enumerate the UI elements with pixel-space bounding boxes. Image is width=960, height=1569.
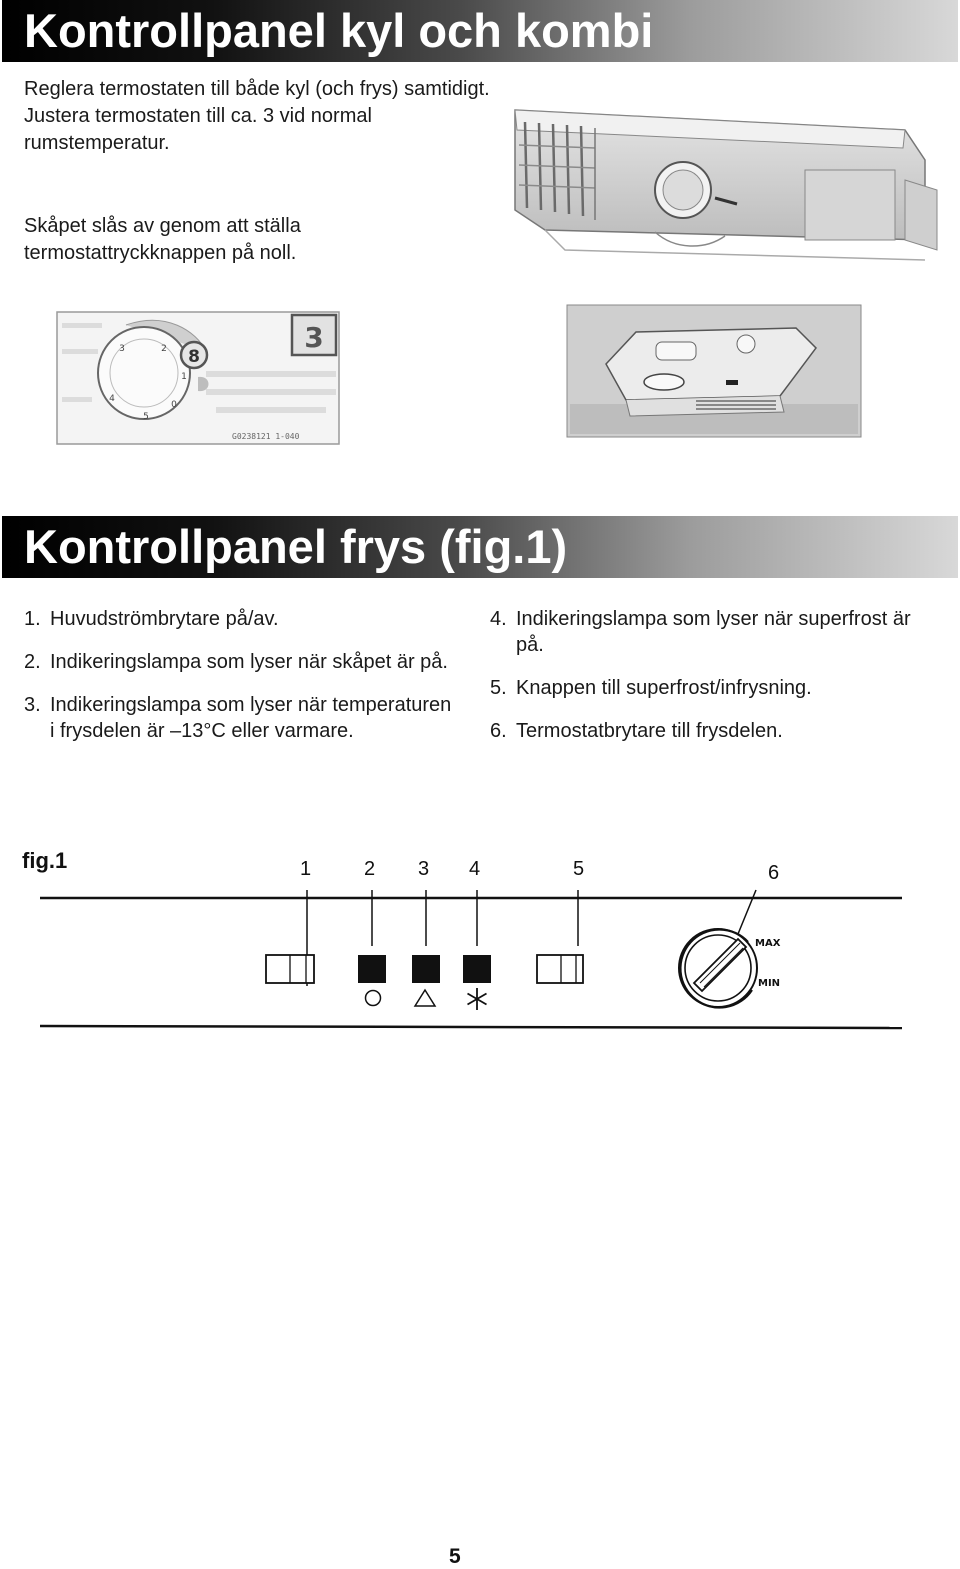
section-heading-freezer: Kontrollpanel frys (fig.1): [2, 516, 958, 578]
superfrost-indicator-lamp: [463, 955, 491, 983]
list-item-number: 1.: [24, 608, 41, 630]
panel-bottom-edge: [40, 1026, 902, 1028]
figure-label: fig.1: [22, 848, 68, 873]
callout-2: 2: [364, 858, 376, 880]
main-power-switch[interactable]: [266, 955, 314, 983]
circle-icon: [366, 991, 381, 1006]
power-indicator-lamp: [358, 955, 386, 983]
photo-code: G0238121 1-040: [232, 432, 300, 441]
dial-min-label: MIN: [758, 978, 781, 989]
freezer-control-panel-diagram: [0, 880, 960, 1050]
thermostat-dial-photo: [56, 311, 340, 445]
list-item-number: 4.: [490, 608, 507, 630]
list-item-text: Huvudströmbrytare på/av.: [50, 608, 279, 630]
list-item: [490, 675, 930, 701]
component-list-left: [24, 606, 454, 761]
list-item-text: Knappen till superfrost/infrysning.: [516, 677, 812, 699]
dial-max-label: MAX: [755, 938, 781, 949]
step-badge: 3: [304, 321, 324, 354]
list-item: [24, 606, 454, 632]
callout-5: 5: [573, 858, 585, 880]
list-item: [24, 649, 454, 675]
dial-button-label: 8: [188, 347, 200, 367]
dial-mark: 1: [181, 372, 187, 382]
component-list-right: [490, 606, 930, 761]
temperature-alarm-lamp: [412, 955, 440, 983]
list-item-text: Termostatbrytare till frysdelen.: [516, 720, 783, 742]
dial-mark: 4: [109, 394, 115, 404]
list-item-text: Indikeringslampa som lyser när skåpet är på.: [50, 651, 448, 673]
snowflake-icon: [468, 988, 487, 1010]
callout-6: 6: [768, 862, 780, 884]
intro-paragraph-1: Reglera termostaten till både kyl (och frys) samtidigt. Justera termostaten till ca. 3 vid normal rumstemperatur.: [24, 78, 490, 154]
freezer-control-housing-photo: [566, 304, 862, 438]
triangle-icon: [415, 990, 435, 1006]
dial-mark: 2: [161, 344, 167, 354]
callout-1: 1: [300, 858, 312, 880]
page-number: 5: [449, 1545, 461, 1568]
freezer-thermostat-dial[interactable]: [679, 929, 757, 1008]
list-item-number: 3.: [24, 694, 41, 716]
callout-3: 3: [418, 858, 430, 880]
list-item-text: Indikeringslampa som lyser när superfrost är på.: [516, 608, 911, 656]
section-heading-fridge-combi: Kontrollpanel kyl och kombi: [2, 0, 958, 62]
fridge-control-housing-photo: [505, 100, 947, 300]
superfrost-button[interactable]: [537, 955, 583, 983]
list-item-text: Indikeringslampa som lyser när temperaturen i frysdelen är –13°C eller varmare.: [50, 694, 452, 742]
list-item-number: 6.: [490, 720, 507, 742]
list-item: [24, 692, 454, 744]
dial-mark: 3: [119, 344, 125, 354]
intro-paragraph-2: Skåpet slås av genom att ställa termostattryckknappen på noll.: [24, 215, 301, 264]
dial-mark: 0: [171, 400, 177, 410]
dial-mark: 5: [143, 412, 149, 422]
callout-4: 4: [469, 858, 481, 880]
list-item-number: 5.: [490, 677, 507, 699]
list-item: [490, 606, 930, 658]
list-item-number: 2.: [24, 651, 41, 673]
list-item: [490, 718, 930, 744]
